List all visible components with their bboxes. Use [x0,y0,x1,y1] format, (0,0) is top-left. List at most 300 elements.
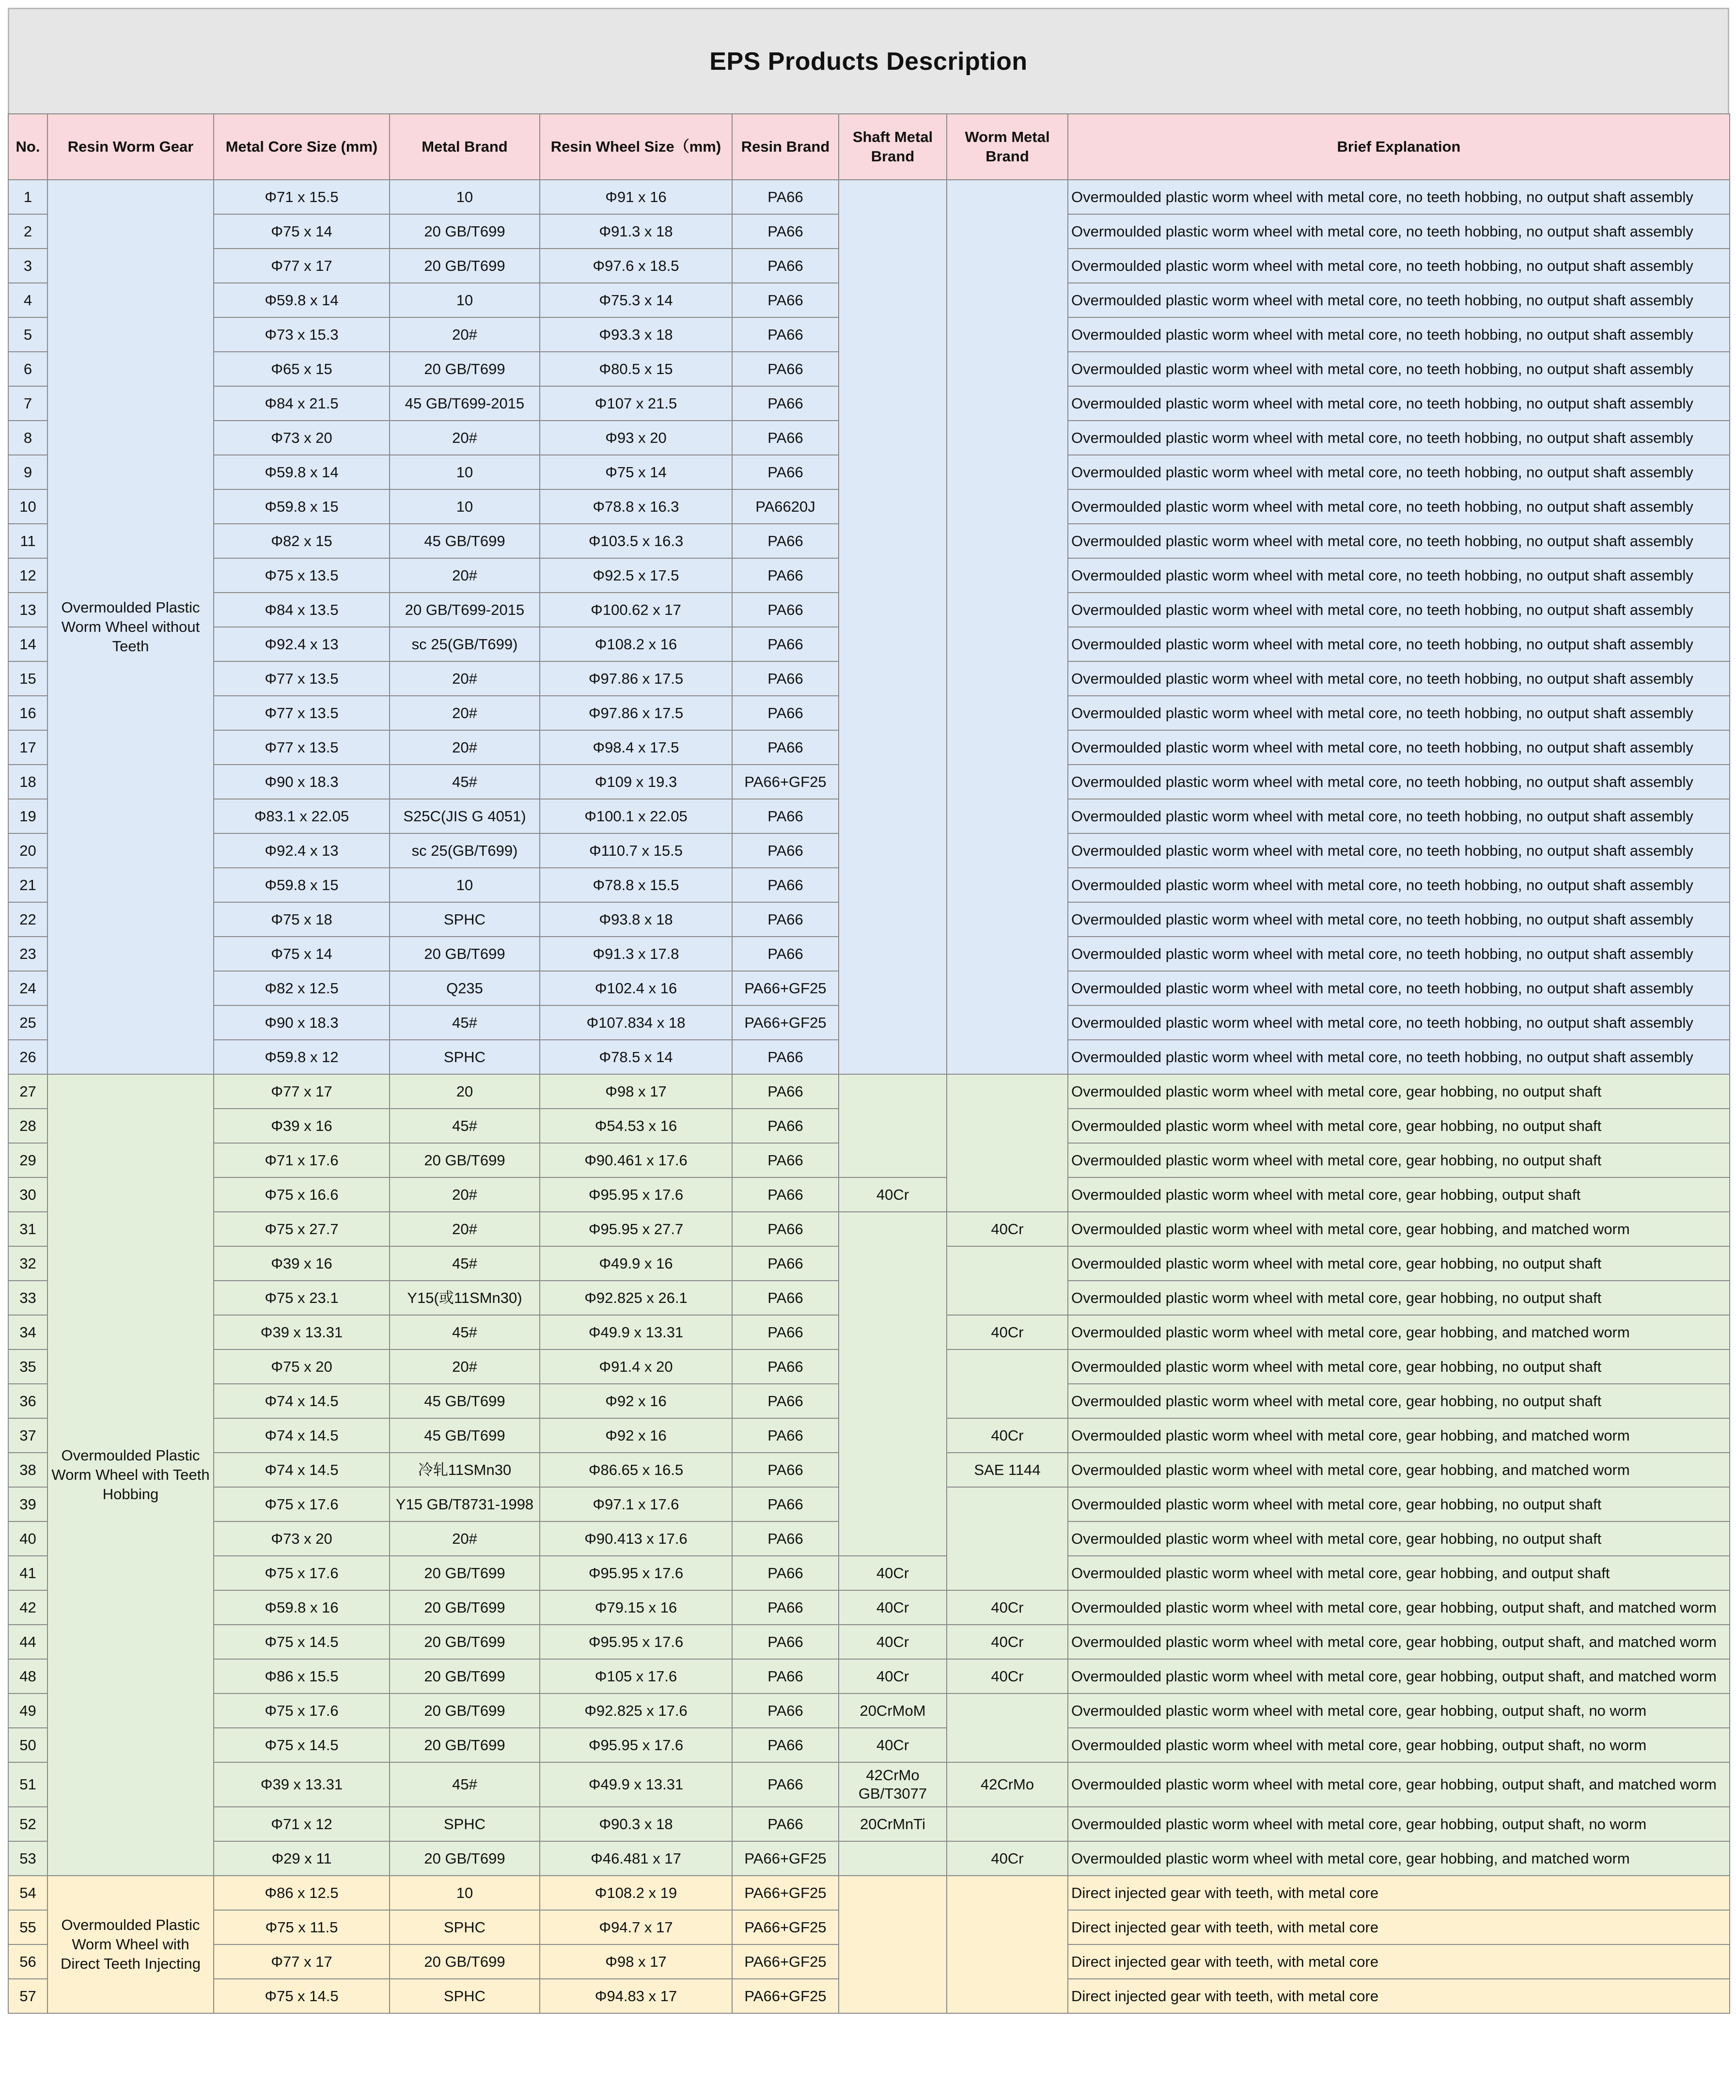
cell-resin-brand: PA66 [732,1487,839,1521]
cell-no: 19 [8,799,47,833]
cell-resin-brand: PA66 [732,696,839,730]
header-resin-wheel-size: Resin Wheel Size（mm) [540,114,732,180]
cell-resin-brand: PA66 [732,1728,839,1762]
cell-resin-wheel-size: Φ110.7 x 15.5 [540,833,732,868]
cell-resin-brand: PA66 [732,214,839,249]
cell-metal-core-size: Φ77 x 17 [214,1074,390,1109]
cell-shaft-metal-brand [839,1074,947,1177]
cell-brief-explanation: Overmoulded plastic worm wheel with metal core, no teeth hobbing, no output shaft assembly [1068,661,1730,696]
header-metal-brand: Metal Brand [390,114,540,180]
cell-worm-metal-brand [947,1246,1068,1315]
cell-resin-brand: PA66 [732,1384,839,1418]
cell-resin-wheel-size: Φ78.5 x 14 [540,1040,732,1074]
cell-resin-wheel-size: Φ95.95 x 17.6 [540,1556,732,1590]
cell-metal-brand: 冷轧11SMn30 [390,1453,540,1487]
cell-metal-brand: 20 [390,1074,540,1109]
cell-resin-wheel-size: Φ75 x 14 [540,455,732,489]
cell-shaft-metal-brand: 40Cr [839,1177,947,1212]
cell-metal-brand: SPHC [390,1910,540,1944]
cell-metal-brand: Q235 [390,971,540,1005]
cell-no: 52 [8,1807,47,1841]
cell-metal-core-size: Φ75 x 16.6 [214,1177,390,1212]
cell-brief-explanation: Overmoulded plastic worm wheel with metal core, no teeth hobbing, no output shaft assembly [1068,214,1730,249]
cell-no: 38 [8,1453,47,1487]
cell-resin-brand: PA66 [732,421,839,455]
cell-metal-brand: Y15(或11SMn30) [390,1281,540,1315]
cell-no: 51 [8,1762,47,1807]
cell-worm-metal-brand: SAE 1144 [947,1453,1068,1487]
spreadsheet [8,8,1729,2014]
table-row [8,1556,1730,1590]
cell-resin-brand: PA66 [732,1281,839,1315]
cell-metal-brand: 20# [390,421,540,455]
cell-no: 21 [8,868,47,902]
cell-metal-brand: 20# [390,1212,540,1246]
cell-worm-metal-brand [947,1074,1068,1212]
cell-metal-brand: 20 GB/T699 [390,937,540,971]
cell-group-name: Overmoulded Plastic Worm Wheel with Direct Teeth Injecting [47,1876,214,2013]
cell-metal-brand: 45# [390,1246,540,1281]
cell-no: 13 [8,593,47,627]
cell-no: 27 [8,1074,47,1109]
cell-no: 28 [8,1109,47,1143]
cell-resin-wheel-size: Φ92.825 x 17.6 [540,1693,732,1728]
cell-brief-explanation: Overmoulded plastic worm wheel with metal core, gear hobbing, output shaft, no worm [1068,1728,1730,1762]
cell-metal-brand: 20 GB/T699 [390,1590,540,1625]
cell-metal-core-size: Φ75 x 17.6 [214,1556,390,1590]
cell-group-name: Overmoulded Plastic Worm Wheel with Teeth Hobbing [47,1074,214,1876]
cell-shaft-metal-brand [839,180,947,1074]
cell-resin-brand: PA66 [732,1418,839,1453]
cell-no: 53 [8,1841,47,1876]
cell-metal-core-size: Φ92.4 x 13 [214,833,390,868]
cell-brief-explanation: Overmoulded plastic worm wheel with metal core, no teeth hobbing, no output shaft assembly [1068,765,1730,799]
cell-no: 11 [8,524,47,558]
cell-metal-brand: 20 GB/T699 [390,214,540,249]
cell-metal-brand: SPHC [390,1979,540,2013]
cell-resin-wheel-size: Φ90.3 x 18 [540,1807,732,1841]
cell-metal-core-size: Φ73 x 20 [214,1521,390,1556]
cell-no: 16 [8,696,47,730]
cell-resin-wheel-size: Φ91 x 16 [540,180,732,214]
cell-resin-brand: PA66 [732,558,839,593]
cell-resin-wheel-size: Φ91.4 x 20 [540,1349,732,1384]
cell-brief-explanation: Direct injected gear with teeth, with metal core [1068,1910,1730,1944]
cell-resin-brand: PA66 [732,661,839,696]
cell-metal-core-size: Φ75 x 14 [214,937,390,971]
cell-resin-wheel-size: Φ49.9 x 13.31 [540,1762,732,1807]
cell-metal-core-size: Φ77 x 13.5 [214,730,390,765]
cell-resin-wheel-size: Φ79.15 x 16 [540,1590,732,1625]
cell-metal-core-size: Φ59.8 x 16 [214,1590,390,1625]
cell-no: 36 [8,1384,47,1418]
cell-metal-brand: 20# [390,1521,540,1556]
cell-resin-brand: PA66 [732,249,839,283]
cell-metal-brand: 10 [390,283,540,317]
cell-resin-wheel-size: Φ54.53 x 16 [540,1109,732,1143]
cell-resin-brand: PA6620J [732,489,839,524]
cell-resin-wheel-size: Φ108.2 x 19 [540,1876,732,1910]
cell-resin-brand: PA66 [732,1693,839,1728]
cell-brief-explanation: Overmoulded plastic worm wheel with metal core, gear hobbing, output shaft [1068,1177,1730,1212]
header-resin-worm-gear: Resin Worm Gear [47,114,214,180]
cell-resin-wheel-size: Φ94.83 x 17 [540,1979,732,2013]
cell-shaft-metal-brand: 20CrMnTi [839,1807,947,1841]
cell-resin-wheel-size: Φ105 x 17.6 [540,1659,732,1693]
cell-resin-brand: PA66 [732,283,839,317]
cell-metal-brand: 10 [390,1876,540,1910]
cell-resin-brand: PA66 [732,180,839,214]
cell-resin-brand: PA66 [732,1807,839,1841]
cell-metal-core-size: Φ74 x 14.5 [214,1418,390,1453]
table-row [8,1074,1730,1109]
cell-resin-brand: PA66 [732,524,839,558]
cell-brief-explanation: Overmoulded plastic worm wheel with metal core, no teeth hobbing, no output shaft assembly [1068,799,1730,833]
cell-brief-explanation: Overmoulded plastic worm wheel with metal core, no teeth hobbing, no output shaft assembly [1068,455,1730,489]
cell-brief-explanation: Overmoulded plastic worm wheel with metal core, gear hobbing, no output shaft [1068,1349,1730,1384]
cell-brief-explanation: Overmoulded plastic worm wheel with metal core, no teeth hobbing, no output shaft assembly [1068,489,1730,524]
header-row [8,114,1730,180]
cell-worm-metal-brand [947,1487,1068,1590]
cell-no: 29 [8,1143,47,1177]
cell-no: 30 [8,1177,47,1212]
cell-metal-brand: 20 GB/T699 [390,352,540,386]
cell-resin-wheel-size: Φ98 x 17 [540,1944,732,1979]
cell-metal-brand: 10 [390,868,540,902]
cell-no: 57 [8,1979,47,2013]
cell-worm-metal-brand: 40Cr [947,1625,1068,1659]
cell-resin-brand: PA66+GF25 [732,971,839,1005]
cell-brief-explanation: Overmoulded plastic worm wheel with metal core, gear hobbing, output shaft, no worm [1068,1693,1730,1728]
cell-resin-wheel-size: Φ93.8 x 18 [540,902,732,937]
cell-metal-brand: 20# [390,317,540,352]
cell-metal-core-size: Φ75 x 23.1 [214,1281,390,1315]
cell-resin-wheel-size: Φ93 x 20 [540,421,732,455]
cell-brief-explanation: Overmoulded plastic worm wheel with metal core, no teeth hobbing, no output shaft assembly [1068,317,1730,352]
cell-shaft-metal-brand [839,1212,947,1556]
cell-no: 7 [8,386,47,421]
cell-metal-core-size: Φ59.8 x 12 [214,1040,390,1074]
table-row [8,1841,1730,1876]
cell-metal-brand: 20# [390,696,540,730]
cell-resin-brand: PA66 [732,1659,839,1693]
cell-no: 24 [8,971,47,1005]
cell-metal-core-size: Φ90 x 18.3 [214,1005,390,1040]
page-title: EPS Products Description [709,47,1028,76]
header-resin-brand: Resin Brand [732,114,839,180]
cell-metal-brand: 20 GB/T699 [390,1728,540,1762]
cell-resin-brand: PA66 [732,1177,839,1212]
cell-metal-brand: 20# [390,661,540,696]
header-metal-core-size: Metal Core Size (mm) [214,114,390,180]
cell-resin-wheel-size: Φ86.65 x 16.5 [540,1453,732,1487]
cell-brief-explanation: Direct injected gear with teeth, with metal core [1068,1979,1730,2013]
cell-brief-explanation: Overmoulded plastic worm wheel with metal core, no teeth hobbing, no output shaft assembly [1068,558,1730,593]
cell-shaft-metal-brand: 40Cr [839,1556,947,1590]
cell-resin-wheel-size: Φ91.3 x 17.8 [540,937,732,971]
cell-worm-metal-brand: 40Cr [947,1590,1068,1625]
cell-no: 33 [8,1281,47,1315]
cell-shaft-metal-brand [839,1841,947,1876]
cell-brief-explanation: Overmoulded plastic worm wheel with metal core, no teeth hobbing, no output shaft assembly [1068,249,1730,283]
table-row [8,1590,1730,1625]
cell-resin-brand: PA66 [732,937,839,971]
cell-worm-metal-brand [947,1876,1068,2013]
cell-resin-wheel-size: Φ98 x 17 [540,1074,732,1109]
cell-no: 20 [8,833,47,868]
cell-no: 4 [8,283,47,317]
cell-no: 37 [8,1418,47,1453]
cell-brief-explanation: Overmoulded plastic worm wheel with metal core, no teeth hobbing, no output shaft assembly [1068,283,1730,317]
cell-resin-brand: PA66 [732,317,839,352]
cell-resin-brand: PA66+GF25 [732,1005,839,1040]
cell-metal-core-size: Φ75 x 11.5 [214,1910,390,1944]
cell-no: 10 [8,489,47,524]
cell-metal-core-size: Φ71 x 15.5 [214,180,390,214]
cell-resin-brand: PA66+GF25 [732,1876,839,1910]
cell-no: 50 [8,1728,47,1762]
cell-shaft-metal-brand: 40Cr [839,1659,947,1693]
cell-metal-brand: sc 25(GB/T699) [390,833,540,868]
cell-resin-wheel-size: Φ94.7 x 17 [540,1910,732,1944]
cell-metal-brand: 20 GB/T699-2015 [390,593,540,627]
cell-metal-core-size: Φ75 x 17.6 [214,1487,390,1521]
cell-resin-wheel-size: Φ95.95 x 27.7 [540,1212,732,1246]
cell-resin-wheel-size: Φ100.1 x 22.05 [540,799,732,833]
cell-no: 9 [8,455,47,489]
cell-no: 55 [8,1910,47,1944]
cell-worm-metal-brand: 40Cr [947,1418,1068,1453]
cell-no: 44 [8,1625,47,1659]
cell-resin-brand: PA66 [732,1074,839,1109]
cell-worm-metal-brand: 40Cr [947,1315,1068,1349]
cell-metal-core-size: Φ84 x 21.5 [214,386,390,421]
cell-brief-explanation: Overmoulded plastic worm wheel with metal core, gear hobbing, output shaft, and matched worm [1068,1762,1730,1807]
table-row [8,180,1730,214]
cell-no: 18 [8,765,47,799]
header-brief-explanation: Brief Explanation [1068,114,1730,180]
cell-resin-brand: PA66 [732,1315,839,1349]
cell-brief-explanation: Overmoulded plastic worm wheel with metal core, gear hobbing, and matched worm [1068,1315,1730,1349]
cell-no: 6 [8,352,47,386]
cell-metal-core-size: Φ82 x 12.5 [214,971,390,1005]
cell-brief-explanation: Overmoulded plastic worm wheel with metal core, gear hobbing, no output shaft [1068,1487,1730,1521]
cell-metal-core-size: Φ29 x 11 [214,1841,390,1876]
cell-brief-explanation: Overmoulded plastic worm wheel with metal core, gear hobbing, output shaft, and matched worm [1068,1590,1730,1625]
cell-metal-brand: 10 [390,455,540,489]
table-body [8,180,1730,2013]
cell-shaft-metal-brand: 20CrMoM [839,1693,947,1728]
cell-no: 31 [8,1212,47,1246]
cell-resin-brand: PA66 [732,730,839,765]
cell-resin-brand: PA66 [732,1521,839,1556]
cell-resin-brand: PA66 [732,868,839,902]
cell-brief-explanation: Overmoulded plastic worm wheel with metal core, no teeth hobbing, no output shaft assembly [1068,1005,1730,1040]
cell-no: 22 [8,902,47,937]
cell-metal-core-size: Φ83.1 x 22.05 [214,799,390,833]
cell-resin-brand: PA66 [732,1109,839,1143]
cell-metal-brand: 20 GB/T699 [390,1841,540,1876]
cell-resin-wheel-size: Φ46.481 x 17 [540,1841,732,1876]
cell-no: 5 [8,317,47,352]
cell-resin-brand: PA66 [732,1143,839,1177]
cell-metal-brand: 10 [390,180,540,214]
cell-brief-explanation: Overmoulded plastic worm wheel with metal core, no teeth hobbing, no output shaft assembly [1068,524,1730,558]
cell-metal-core-size: Φ65 x 15 [214,352,390,386]
cell-brief-explanation: Overmoulded plastic worm wheel with metal core, no teeth hobbing, no output shaft assembly [1068,627,1730,661]
cell-brief-explanation: Overmoulded plastic worm wheel with metal core, no teeth hobbing, no output shaft assembly [1068,868,1730,902]
title-bar [8,8,1729,113]
cell-resin-brand: PA66+GF25 [732,765,839,799]
cell-metal-brand: 20 GB/T699 [390,1944,540,1979]
cell-shaft-metal-brand: 40Cr [839,1728,947,1762]
cell-metal-brand: Y15 GB/T8731-1998 [390,1487,540,1521]
cell-metal-brand: sc 25(GB/T699) [390,627,540,661]
cell-brief-explanation: Overmoulded plastic worm wheel with metal core, gear hobbing, no output shaft [1068,1109,1730,1143]
cell-brief-explanation: Overmoulded plastic worm wheel with metal core, no teeth hobbing, no output shaft assembly [1068,352,1730,386]
cell-resin-brand: PA66 [732,1556,839,1590]
table-row [8,1212,1730,1246]
cell-metal-core-size: Φ84 x 13.5 [214,593,390,627]
cell-brief-explanation: Overmoulded plastic worm wheel with metal core, gear hobbing, no output shaft [1068,1074,1730,1109]
cell-resin-wheel-size: Φ95.95 x 17.6 [540,1728,732,1762]
cell-resin-wheel-size: Φ100.62 x 17 [540,593,732,627]
header-no: No. [8,114,47,180]
cell-metal-core-size: Φ73 x 20 [214,421,390,455]
cell-resin-wheel-size: Φ95.95 x 17.6 [540,1625,732,1659]
cell-resin-brand: PA66 [732,1453,839,1487]
cell-resin-wheel-size: Φ91.3 x 18 [540,214,732,249]
cell-resin-brand: PA66 [732,799,839,833]
cell-group-name: Overmoulded Plastic Worm Wheel without Teeth [47,180,214,1074]
cell-metal-brand: 20 GB/T699 [390,1556,540,1590]
table-row [8,1762,1730,1807]
cell-resin-brand: PA66 [732,902,839,937]
cell-resin-brand: PA66+GF25 [732,1841,839,1876]
cell-metal-core-size: Φ75 x 17.6 [214,1693,390,1728]
header-worm-metal-brand: Worm Metal Brand [947,114,1068,180]
cell-metal-core-size: Φ75 x 14.5 [214,1979,390,2013]
cell-resin-wheel-size: Φ92 x 16 [540,1418,732,1453]
cell-resin-brand: PA66+GF25 [732,1944,839,1979]
cell-no: 3 [8,249,47,283]
cell-resin-wheel-size: Φ109 x 19.3 [540,765,732,799]
cell-brief-explanation: Overmoulded plastic worm wheel with metal core, gear hobbing, and matched worm [1068,1418,1730,1453]
cell-no: 23 [8,937,47,971]
cell-metal-brand: 20# [390,1349,540,1384]
cell-worm-metal-brand: 40Cr [947,1841,1068,1876]
header-shaft-metal-brand: Shaft Metal Brand [839,114,947,180]
cell-no: 34 [8,1315,47,1349]
cell-no: 15 [8,661,47,696]
cell-metal-brand: 20# [390,730,540,765]
cell-metal-core-size: Φ75 x 20 [214,1349,390,1384]
cell-worm-metal-brand [947,1693,1068,1762]
table-row [8,1807,1730,1841]
cell-metal-brand: 45 GB/T699-2015 [390,386,540,421]
cell-worm-metal-brand [947,180,1068,1074]
cell-no: 40 [8,1521,47,1556]
cell-resin-wheel-size: Φ98.4 x 17.5 [540,730,732,765]
table-row [8,1659,1730,1693]
cell-resin-wheel-size: Φ49.9 x 16 [540,1246,732,1281]
cell-brief-explanation: Direct injected gear with teeth, with metal core [1068,1876,1730,1910]
cell-brief-explanation: Overmoulded plastic worm wheel with metal core, no teeth hobbing, no output shaft assembly [1068,1040,1730,1074]
cell-metal-core-size: Φ71 x 17.6 [214,1143,390,1177]
cell-brief-explanation: Overmoulded plastic worm wheel with metal core, gear hobbing, output shaft, no worm [1068,1807,1730,1841]
cell-no: 48 [8,1659,47,1693]
cell-no: 32 [8,1246,47,1281]
cell-no: 17 [8,730,47,765]
cell-resin-wheel-size: Φ108.2 x 16 [540,627,732,661]
cell-metal-core-size: Φ90 x 18.3 [214,765,390,799]
table-row [8,1177,1730,1212]
products-table [8,113,1730,2014]
cell-metal-brand: 45# [390,1005,540,1040]
cell-brief-explanation: Overmoulded plastic worm wheel with metal core, no teeth hobbing, no output shaft assembly [1068,833,1730,868]
cell-metal-brand: SPHC [390,1807,540,1841]
cell-shaft-metal-brand: 40Cr [839,1625,947,1659]
cell-worm-metal-brand [947,1349,1068,1418]
cell-resin-wheel-size: Φ97.1 x 17.6 [540,1487,732,1521]
cell-no: 39 [8,1487,47,1521]
cell-resin-wheel-size: Φ90.461 x 17.6 [540,1143,732,1177]
cell-no: 2 [8,214,47,249]
cell-worm-metal-brand: 40Cr [947,1659,1068,1693]
cell-brief-explanation: Overmoulded plastic worm wheel with metal core, gear hobbing, no output shaft [1068,1521,1730,1556]
cell-resin-wheel-size: Φ49.9 x 13.31 [540,1315,732,1349]
cell-resin-brand: PA66+GF25 [732,1979,839,2013]
table-row [8,1625,1730,1659]
cell-worm-metal-brand [947,1807,1068,1841]
cell-metal-core-size: Φ77 x 13.5 [214,696,390,730]
cell-brief-explanation: Overmoulded plastic worm wheel with metal core, gear hobbing, no output shaft [1068,1384,1730,1418]
cell-brief-explanation: Overmoulded plastic worm wheel with metal core, gear hobbing, no output shaft [1068,1281,1730,1315]
cell-no: 12 [8,558,47,593]
cell-resin-brand: PA66 [732,833,839,868]
cell-resin-wheel-size: Φ107 x 21.5 [540,386,732,421]
cell-metal-core-size: Φ59.8 x 14 [214,283,390,317]
cell-resin-brand: PA66 [732,1590,839,1625]
cell-resin-brand: PA66 [732,1762,839,1807]
cell-metal-brand: 20 GB/T699 [390,1693,540,1728]
cell-metal-core-size: Φ59.8 x 15 [214,489,390,524]
cell-resin-brand: PA66 [732,593,839,627]
cell-shaft-metal-brand [839,1876,947,2013]
cell-metal-core-size: Φ75 x 27.7 [214,1212,390,1246]
cell-resin-brand: PA66 [732,627,839,661]
cell-brief-explanation: Overmoulded plastic worm wheel with metal core, no teeth hobbing, no output shaft assembly [1068,180,1730,214]
cell-metal-core-size: Φ74 x 14.5 [214,1384,390,1418]
cell-brief-explanation: Overmoulded plastic worm wheel with metal core, gear hobbing, output shaft, and matched worm [1068,1625,1730,1659]
cell-resin-wheel-size: Φ93.3 x 18 [540,317,732,352]
cell-brief-explanation: Overmoulded plastic worm wheel with metal core, gear hobbing, and matched worm [1068,1453,1730,1487]
cell-resin-wheel-size: Φ78.8 x 16.3 [540,489,732,524]
cell-metal-core-size: Φ75 x 14.5 [214,1728,390,1762]
cell-metal-brand: 10 [390,489,540,524]
cell-metal-core-size: Φ39 x 16 [214,1109,390,1143]
cell-brief-explanation: Overmoulded plastic worm wheel with metal core, gear hobbing, and output shaft [1068,1556,1730,1590]
cell-resin-wheel-size: Φ92.825 x 26.1 [540,1281,732,1315]
cell-no: 35 [8,1349,47,1384]
cell-no: 56 [8,1944,47,1979]
cell-metal-core-size: Φ59.8 x 14 [214,455,390,489]
cell-resin-wheel-size: Φ107.834 x 18 [540,1005,732,1040]
cell-resin-wheel-size: Φ92.5 x 17.5 [540,558,732,593]
cell-resin-wheel-size: Φ75.3 x 14 [540,283,732,317]
cell-no: 41 [8,1556,47,1590]
cell-brief-explanation: Overmoulded plastic worm wheel with metal core, no teeth hobbing, no output shaft assembly [1068,902,1730,937]
